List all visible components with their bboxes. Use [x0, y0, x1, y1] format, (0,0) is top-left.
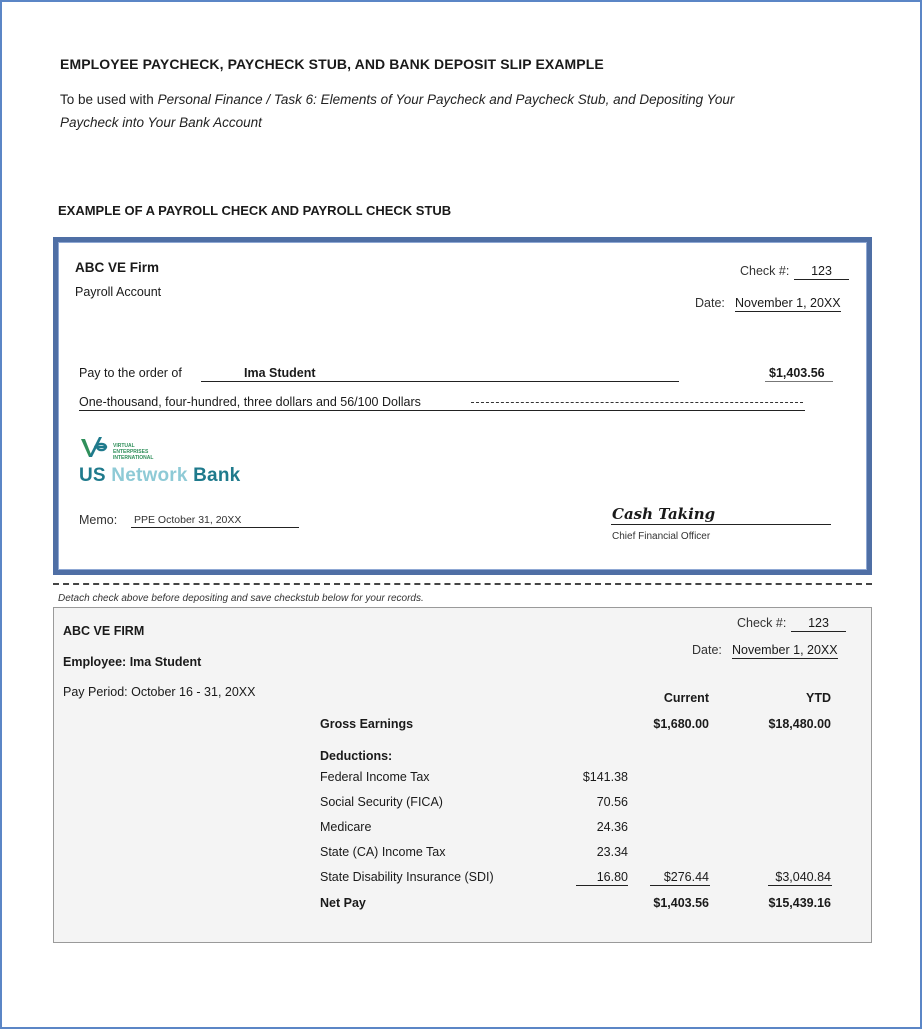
pay-to-label: Pay to the order of: [79, 366, 182, 380]
stub-firm-name: ABC VE FIRM: [63, 624, 145, 638]
stub-employee: [63, 655, 201, 669]
perforation-line: [53, 583, 872, 585]
amount-words-line: [79, 410, 805, 411]
logo-small-text-2: ENTERPRISES: [113, 449, 149, 455]
logo-small-text-1: VIRTUAL: [113, 443, 135, 449]
detach-note: Detach check above before depositing and save checkstub below for your records.: [58, 593, 424, 604]
deduction-label-state-tax: State (CA) Income Tax: [320, 845, 446, 859]
gross-earnings-ytd: $18,480.00: [768, 717, 831, 731]
payee-name: Ima Student: [244, 366, 316, 380]
check-number-label: Check #:: [740, 264, 790, 278]
payee-line: [201, 381, 679, 382]
stub-pay-period-value: October 16 - 31, 20XX: [131, 685, 256, 699]
bank-name: [79, 465, 240, 487]
gross-earnings-label: Gross Earnings: [320, 717, 414, 731]
stub-check-number-label: Check #:: [737, 616, 787, 630]
sdi-underline: [576, 885, 628, 886]
stub-date-label: Date:: [692, 643, 722, 657]
check-amount: $1,403.56: [769, 366, 825, 380]
signer-title: Chief Financial Officer: [612, 531, 711, 542]
stub-employee-label: Employee:: [63, 655, 127, 669]
intro-task-name: Personal Finance / Task 6: Elements of Your Paycheck and Paycheck Stub, and Depositing Your: [157, 92, 735, 107]
stub-pay-period-label: Pay Period:: [63, 685, 128, 699]
signature: Cash Taking: [612, 505, 716, 523]
bank-name-network: Network: [111, 465, 188, 486]
deductions-total-current: $276.44: [663, 870, 709, 884]
deductions-current-underline: [650, 885, 710, 886]
deduction-amount-medicare: 24.36: [596, 820, 628, 834]
logo-small-text-3: INTERNATIONAL: [113, 455, 154, 461]
document-title: EMPLOYEE PAYCHECK, PAYCHECK STUB, AND BANK DEPOSIT SLIP EXAMPLE: [60, 56, 604, 72]
amount-words-fill-dashes: [471, 402, 803, 403]
check-firm-name: ABC VE Firm: [75, 260, 160, 275]
check-date: November 1, 20XX: [735, 296, 841, 310]
column-ytd: YTD: [806, 691, 831, 705]
section-title: EXAMPLE OF A PAYROLL CHECK AND PAYROLL CHECK STUB: [58, 203, 452, 218]
memo-text: PPE October 31, 20XX: [134, 514, 242, 526]
signature-line: [611, 524, 831, 525]
payroll-check-body: [58, 242, 867, 570]
payroll-check: [53, 237, 872, 575]
check-stub: [53, 607, 872, 943]
stub-pay-period: [63, 685, 256, 699]
deductions-ytd-underline: [768, 885, 832, 886]
deduction-label-fica: Social Security (FICA): [320, 795, 443, 809]
deduction-amount-sdi: 16.80: [596, 870, 628, 884]
memo-line: [131, 527, 299, 528]
deduction-amount-state-tax: 23.34: [596, 845, 628, 859]
amount-line: [765, 381, 833, 382]
stub-check-number: 123: [791, 616, 846, 632]
intro-line-1: [60, 88, 734, 111]
net-pay-label: Net Pay: [320, 896, 366, 910]
net-pay-current: $1,403.56: [653, 896, 709, 910]
deductions-total-ytd: $3,040.84: [775, 870, 831, 884]
deduction-amount-federal: $141.38: [582, 770, 628, 784]
net-pay-ytd: $15,439.16: [768, 896, 831, 910]
amount-in-words: One-thousand, four-hundred, three dollars and 56/100 Dollars: [79, 395, 421, 409]
check-number: 123: [794, 264, 849, 280]
intro-task-name-cont: Paycheck into Your Bank Account: [60, 115, 262, 130]
gross-earnings-current: $1,680.00: [653, 717, 709, 731]
bank-name-bank: Bank: [193, 465, 241, 486]
intro-prefix: To be used with: [60, 92, 158, 107]
check-account-name: Payroll Account: [75, 285, 162, 299]
bank-logo-icon: [79, 433, 109, 463]
deduction-amount-fica: 70.56: [596, 795, 628, 809]
intro-line-2: [60, 111, 262, 134]
deductions-label: Deductions:: [320, 749, 393, 763]
stub-employee-name: Ima Student: [129, 655, 202, 669]
bank-name-us: US: [79, 465, 106, 486]
deduction-label-federal: Federal Income Tax: [320, 770, 430, 784]
column-current: Current: [663, 691, 709, 705]
memo-label: Memo:: [79, 513, 118, 527]
check-date-label: Date:: [695, 296, 725, 310]
deduction-label-sdi: State Disability Insurance (SDI): [320, 870, 494, 884]
deduction-label-medicare: Medicare: [320, 820, 372, 834]
stub-date: November 1, 20XX: [732, 643, 838, 657]
